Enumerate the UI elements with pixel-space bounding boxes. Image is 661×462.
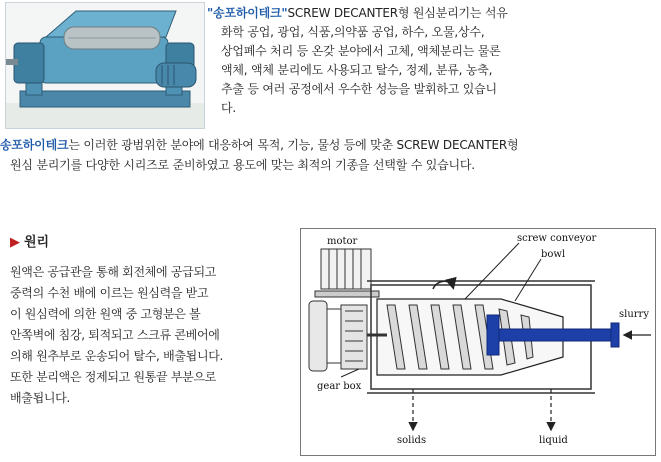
description-line: 의해 원추부로 운송되어 탈수, 배출됩니다. xyxy=(10,349,224,363)
intro-paragraph xyxy=(207,4,659,118)
decanter-schematic xyxy=(301,229,655,455)
bowl-label: bowl xyxy=(541,249,566,260)
slurry-label: slurry xyxy=(619,309,649,320)
gear-box-symbol xyxy=(341,305,367,369)
intro-line: 상업폐수 처리 등 온갖 분야에서 고체, 액체분리는 물론 xyxy=(221,44,501,58)
solids-label: solids xyxy=(397,435,427,446)
principle-description xyxy=(10,262,290,409)
gear-box-label: gear box xyxy=(317,381,362,392)
triangle-bullet-icon: ▶ xyxy=(10,235,20,250)
intro-line: 다. xyxy=(221,101,237,115)
intro-line: 화학 공업, 광업, 식품,의약품 공업, 하수, 오물,상수, xyxy=(221,25,485,39)
description-line: 배출됩니다. xyxy=(10,391,70,405)
series-paragraph xyxy=(0,135,660,175)
brand-name: "송포하이테크" xyxy=(207,6,288,20)
intro-line: 액체, 액체 분리에도 사용되고 탈수, 정제, 분류, 농축, xyxy=(221,63,493,77)
series-line-2: 원심 분리기를 다양한 시리즈로 준비하였고 용도에 맞는 최적의 기종을 선택할 수 있습니다. xyxy=(10,158,475,172)
section-heading xyxy=(10,231,49,250)
description-line: 원액은 공급관을 통해 회전체에 공급되고 xyxy=(10,265,217,279)
motor-symbol xyxy=(315,249,379,297)
intro-first-line: SCREW DECANTER형 원심분리기는 석유 xyxy=(287,6,508,20)
brand-name-inline: 송포하이테크 xyxy=(0,138,69,152)
description-line: 또한 분리액은 정제되고 원통끝 부분으로 xyxy=(10,370,217,384)
description-line: 이 원심력에 의한 원액 중 고형분은 볼 xyxy=(10,307,201,321)
description-line: 중력의 수천 배에 이르는 원심력을 받고 xyxy=(10,286,209,300)
description-line: 안쪽벽에 침강, 퇴적되고 스크류 콘베어에 xyxy=(10,328,220,342)
section-title: 원리 xyxy=(24,235,50,250)
decanter-machine-image xyxy=(6,3,204,128)
product-photo xyxy=(5,2,205,129)
motor-label: motor xyxy=(327,236,358,247)
liquid-label: liquid xyxy=(539,435,568,446)
intro-line: 추출 등 여러 공정에서 우수한 성능을 발휘하고 있습니 xyxy=(221,82,497,96)
screw-conveyor-label: screw conveyor xyxy=(517,233,597,244)
decanter-diagram xyxy=(300,228,656,456)
series-line-1: 는 이러한 광범위한 분야에 대응하여 목적, 기능, 물성 등에 맞춘 SCREW DECANTER형 xyxy=(68,138,519,152)
